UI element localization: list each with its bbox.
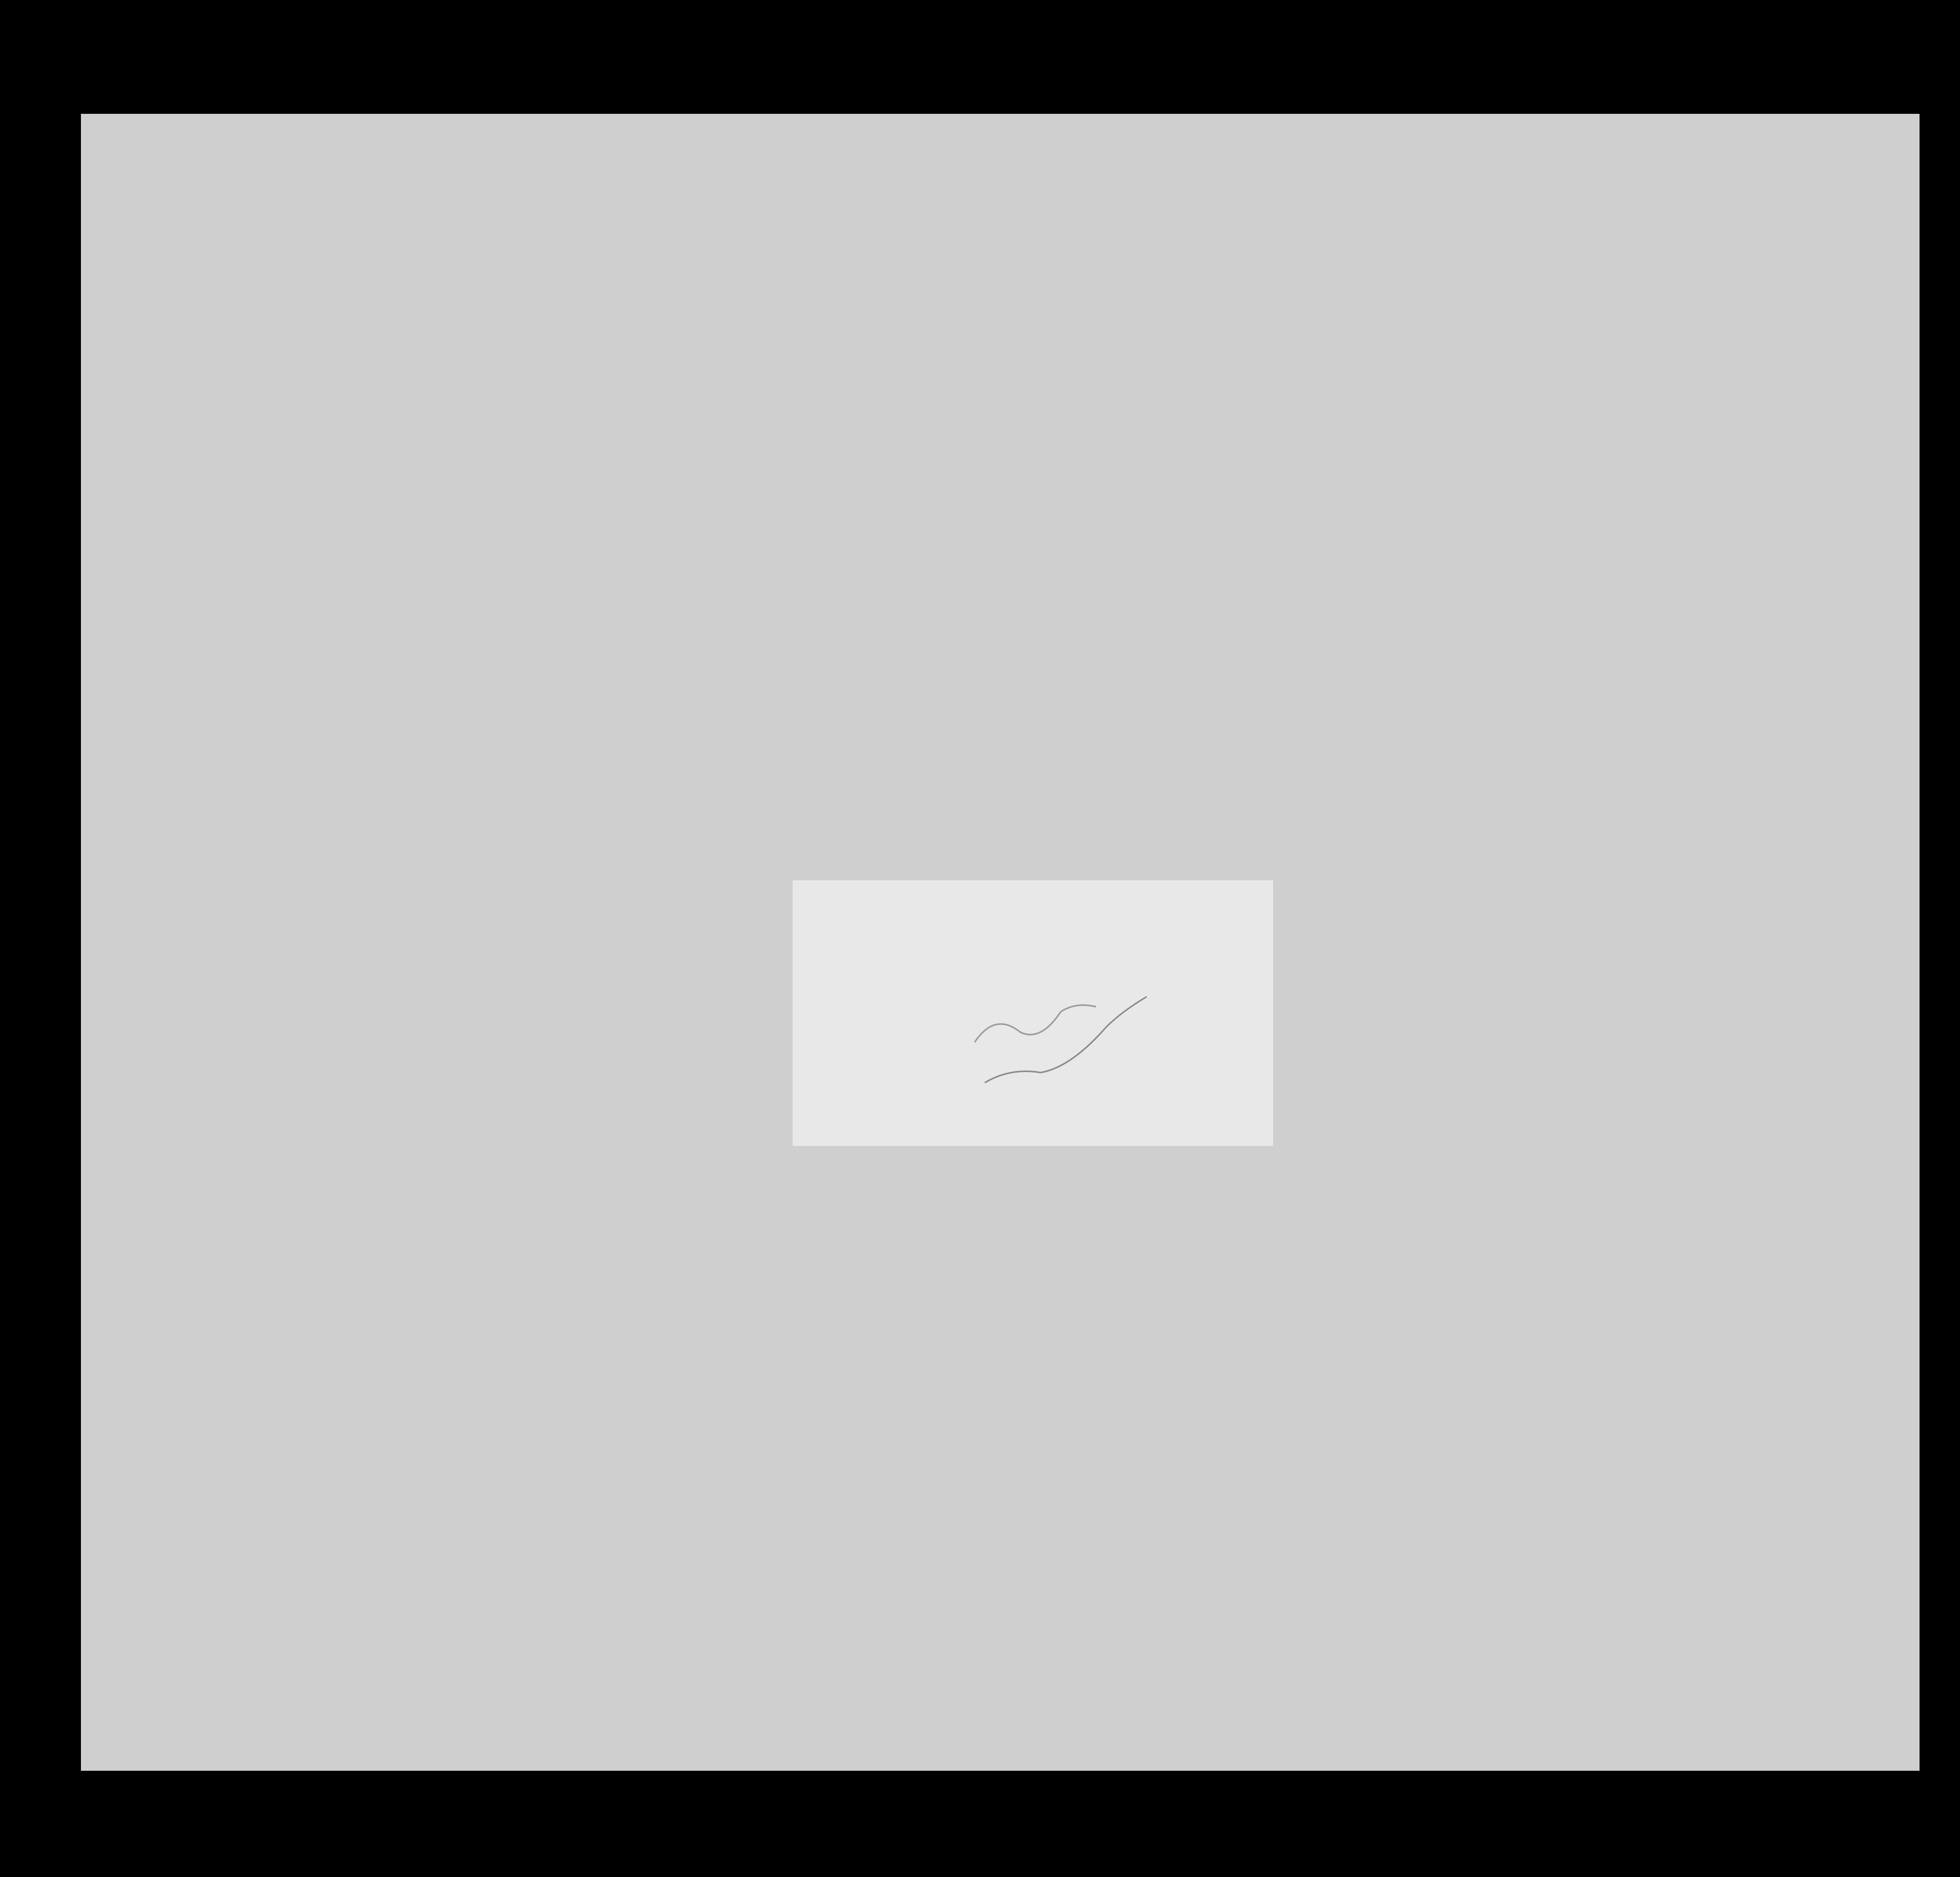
pasted-memo bbox=[793, 880, 1273, 1146]
memo-pencil-scrawl bbox=[793, 880, 1273, 1146]
manifest-sheet bbox=[81, 114, 1920, 1771]
